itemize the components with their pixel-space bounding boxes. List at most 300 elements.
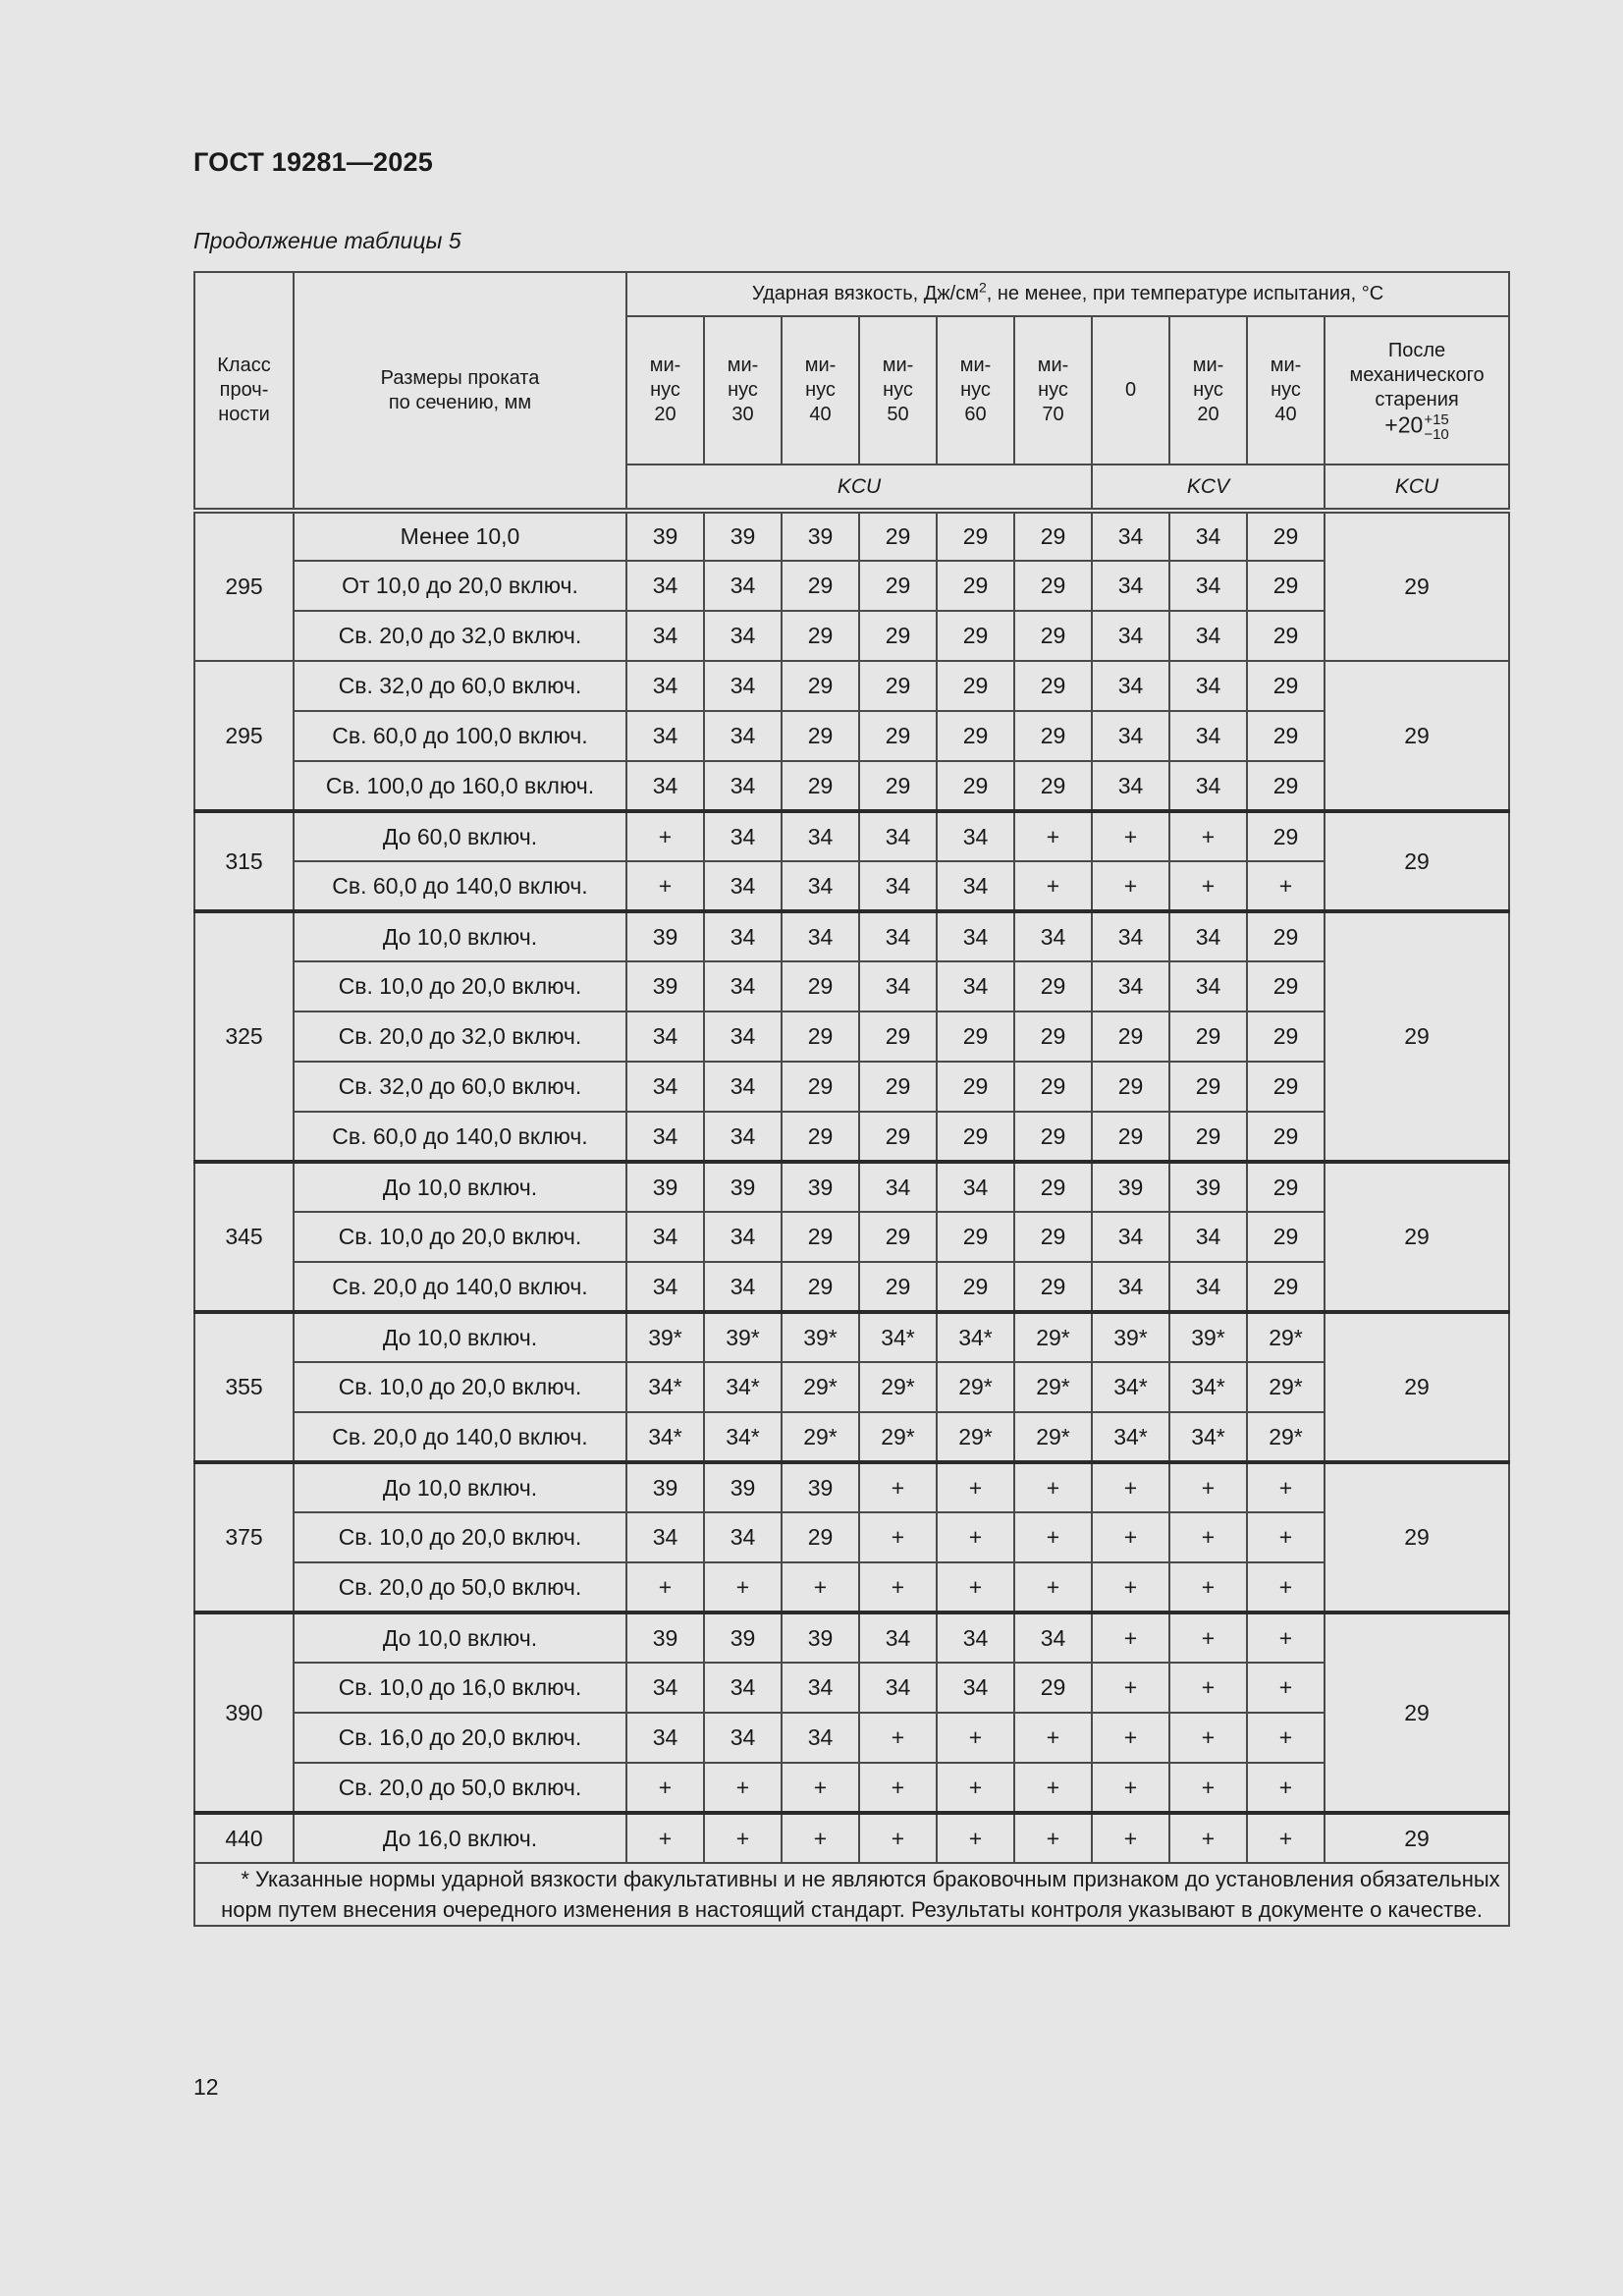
table-row (194, 711, 1509, 761)
value-cell: 34 (704, 661, 782, 711)
aging-value-cell: 29 (1325, 1312, 1509, 1462)
table-row (194, 1663, 1509, 1713)
temp-header: ми- нус 20 (626, 316, 704, 465)
value-cell: 29 (782, 1512, 859, 1562)
value-cell: 34* (1169, 1362, 1247, 1412)
value-cell: 34 (626, 1713, 704, 1763)
value-cell: 29 (1247, 1162, 1325, 1212)
class-cell: 440 (194, 1813, 294, 1863)
value-cell: 29 (1247, 611, 1325, 661)
table-row (194, 1062, 1509, 1112)
value-cell: 34* (1092, 1412, 1169, 1462)
size-cell: Св. 32,0 до 60,0 включ. (294, 1062, 626, 1112)
size-cell: Св. 10,0 до 20,0 включ. (294, 1512, 626, 1562)
value-cell: 34 (937, 1162, 1014, 1212)
aging-value-cell: 29 (1325, 1162, 1509, 1312)
value-cell: 34 (704, 611, 782, 661)
value-cell: 29 (1014, 561, 1092, 611)
value-cell: + (626, 1562, 704, 1613)
value-cell: 34 (937, 811, 1014, 861)
value-cell: 39 (626, 1613, 704, 1663)
value-cell: 29 (1247, 711, 1325, 761)
size-cell: До 10,0 включ. (294, 1462, 626, 1512)
class-cell: 345 (194, 1162, 294, 1312)
table-header (194, 272, 1509, 511)
value-cell: 34 (704, 1663, 782, 1713)
value-cell: 34 (626, 661, 704, 711)
class-cell: 295 (194, 511, 294, 661)
value-cell: 29 (859, 1112, 937, 1162)
value-cell: 34 (1169, 711, 1247, 761)
value-cell: 29 (1014, 761, 1092, 811)
value-cell: 29* (859, 1362, 937, 1412)
value-cell: 34 (704, 861, 782, 911)
value-cell: 39 (704, 1613, 782, 1663)
value-cell: 34 (1092, 1212, 1169, 1262)
value-cell: 34 (782, 1663, 859, 1713)
size-cell: Св. 20,0 до 32,0 включ. (294, 1011, 626, 1062)
value-cell: 34 (1092, 511, 1169, 561)
value-cell: 34 (626, 1663, 704, 1713)
value-cell: 34 (1092, 1262, 1169, 1312)
value-cell: 34 (626, 761, 704, 811)
value-cell: 34 (626, 1262, 704, 1312)
value-cell: 29 (1247, 1011, 1325, 1062)
value-cell: + (859, 1562, 937, 1613)
value-cell: 34 (704, 711, 782, 761)
value-cell: 29 (1247, 1062, 1325, 1112)
value-cell: 34 (1092, 661, 1169, 711)
value-cell: + (782, 1562, 859, 1613)
value-cell: + (937, 1462, 1014, 1512)
kcu-aging-label: KCU (1325, 465, 1509, 511)
value-cell: 29 (782, 1062, 859, 1112)
value-cell: 34 (704, 1713, 782, 1763)
value-cell: 29 (859, 661, 937, 711)
value-cell: 39* (626, 1312, 704, 1362)
value-cell: 39 (626, 1462, 704, 1512)
footnote: * Указанные нормы ударной вязкости факультативны и не являются браковочным признаком до установления обязательных норм путем внесения очередного изменения в настоящий стандарт. Результаты контроля указывают в документе о качестве. (194, 1863, 1509, 1926)
value-cell: + (937, 1512, 1014, 1562)
value-cell: 29 (1014, 1011, 1092, 1062)
value-cell: 34 (704, 1112, 782, 1162)
value-cell: 39 (626, 961, 704, 1011)
value-cell: + (1092, 1663, 1169, 1713)
value-cell: + (626, 1763, 704, 1813)
value-cell: + (1247, 1713, 1325, 1763)
value-cell: 39* (704, 1312, 782, 1362)
value-cell: + (859, 1763, 937, 1813)
value-cell: 34 (626, 1062, 704, 1112)
class-cell: 315 (194, 811, 294, 911)
value-cell: 29* (782, 1412, 859, 1462)
value-cell: 34* (1092, 1362, 1169, 1412)
value-cell: 29 (937, 761, 1014, 811)
class-cell: 295 (194, 661, 294, 811)
value-cell: 34 (1092, 761, 1169, 811)
size-cell: До 10,0 включ. (294, 1613, 626, 1663)
value-cell: 34 (1169, 911, 1247, 961)
size-cell: Св. 10,0 до 20,0 включ. (294, 1362, 626, 1412)
value-cell: 29 (1014, 1162, 1092, 1212)
impact-header: Ударная вязкость, $Дж/см^2$, не менее, при температуре испытания, °С (626, 272, 1509, 316)
value-cell: 29 (937, 1262, 1014, 1312)
value-cell: 34* (704, 1362, 782, 1412)
table-row (194, 1562, 1509, 1613)
value-cell: 34 (1092, 711, 1169, 761)
table-row (194, 611, 1509, 661)
value-cell: 34 (1092, 911, 1169, 961)
value-cell: 34 (704, 761, 782, 811)
table-row (194, 1262, 1509, 1312)
aging-value-cell: 29 (1325, 511, 1509, 661)
size-cell: Св. 20,0 до 50,0 включ. (294, 1562, 626, 1613)
aging-value-cell: 29 (1325, 811, 1509, 911)
value-cell: 39 (626, 911, 704, 961)
value-cell: + (937, 1562, 1014, 1613)
value-cell: + (1169, 811, 1247, 861)
value-cell: 29 (1247, 1212, 1325, 1262)
value-cell: 39 (704, 1162, 782, 1212)
value-cell: + (1092, 1713, 1169, 1763)
value-cell: 34 (626, 1011, 704, 1062)
value-cell: 39 (704, 511, 782, 561)
value-cell: 39 (782, 1162, 859, 1212)
value-cell: 29 (1014, 1062, 1092, 1112)
value-cell: 34 (704, 1062, 782, 1112)
value-cell: 34* (704, 1412, 782, 1462)
value-cell: + (1169, 1512, 1247, 1562)
temp-header: ми- нус 70 (1014, 316, 1092, 465)
col-class-header: Класс проч- ности (194, 272, 294, 511)
value-cell: 29 (859, 1212, 937, 1262)
impact-strength-table (193, 271, 1510, 1927)
value-cell: 29 (782, 1112, 859, 1162)
size-cell: Св. 10,0 до 20,0 включ. (294, 961, 626, 1011)
table-row (194, 1212, 1509, 1262)
value-cell: 29 (937, 611, 1014, 661)
value-cell: 39* (1092, 1312, 1169, 1362)
value-cell: 34 (859, 1613, 937, 1663)
table-row (194, 1713, 1509, 1763)
size-cell: До 10,0 включ. (294, 1312, 626, 1362)
value-cell: + (859, 1813, 937, 1863)
size-cell: Св. 16,0 до 20,0 включ. (294, 1713, 626, 1763)
value-cell: 29 (782, 761, 859, 811)
value-cell: 29 (1247, 961, 1325, 1011)
value-cell: 39* (782, 1312, 859, 1362)
temp-header: ми- нус 60 (937, 316, 1014, 465)
aging-value-cell: 29 (1325, 1462, 1509, 1613)
value-cell: 29 (782, 661, 859, 711)
value-cell: 34 (859, 811, 937, 861)
table-row (194, 1112, 1509, 1162)
value-cell: 34* (626, 1412, 704, 1462)
value-cell: + (937, 1813, 1014, 1863)
value-cell: 29* (859, 1412, 937, 1462)
value-cell: 29 (1014, 611, 1092, 661)
value-cell: + (626, 811, 704, 861)
temp-header: 0 (1092, 316, 1169, 465)
value-cell: + (937, 1763, 1014, 1813)
value-cell: + (1092, 811, 1169, 861)
value-cell: 39 (704, 1462, 782, 1512)
aging-value-cell: 29 (1325, 1813, 1509, 1863)
value-cell: + (704, 1763, 782, 1813)
value-cell: 29 (1014, 961, 1092, 1011)
value-cell: 34 (782, 1713, 859, 1763)
value-cell: + (1092, 1512, 1169, 1562)
value-cell: 34 (937, 911, 1014, 961)
value-cell: 29 (859, 611, 937, 661)
value-cell: + (1247, 1763, 1325, 1813)
value-cell: + (937, 1713, 1014, 1763)
value-cell: 34* (859, 1312, 937, 1362)
size-cell: Св. 20,0 до 140,0 включ. (294, 1262, 626, 1312)
value-cell: + (1014, 1462, 1092, 1512)
temp-header: ми- нус 50 (859, 316, 937, 465)
value-cell: 34 (859, 1663, 937, 1713)
size-cell: Св. 32,0 до 60,0 включ. (294, 661, 626, 711)
aging-value-cell: 29 (1325, 661, 1509, 811)
temp-header: ми- нус 40 (782, 316, 859, 465)
kcv-label: KCV (1092, 465, 1325, 511)
value-cell: 34 (1169, 511, 1247, 561)
size-cell: Св. 20,0 до 50,0 включ. (294, 1763, 626, 1813)
table-row (194, 561, 1509, 611)
value-cell: + (1247, 861, 1325, 911)
table-row (194, 1312, 1509, 1362)
temp-header: ми- нус 20 (1169, 316, 1247, 465)
value-cell: 29* (1014, 1312, 1092, 1362)
value-cell: 29 (782, 611, 859, 661)
value-cell: 29 (937, 1112, 1014, 1162)
value-cell: 34 (1014, 1613, 1092, 1663)
value-cell: 39 (1169, 1162, 1247, 1212)
value-cell: + (1247, 1462, 1325, 1512)
value-cell: + (782, 1763, 859, 1813)
table-row (194, 511, 1509, 561)
value-cell: + (1169, 1613, 1247, 1663)
temp-header: ми- нус 30 (704, 316, 782, 465)
value-cell: 29 (937, 561, 1014, 611)
value-cell: 29* (1247, 1412, 1325, 1462)
value-cell: 34 (1169, 561, 1247, 611)
value-cell: 29 (937, 711, 1014, 761)
value-cell: 34 (626, 711, 704, 761)
value-cell: 39 (782, 1462, 859, 1512)
value-cell: 34 (782, 861, 859, 911)
value-cell: 39 (782, 511, 859, 561)
value-cell: 34 (1092, 961, 1169, 1011)
value-cell: 29 (859, 561, 937, 611)
table-row (194, 1613, 1509, 1663)
value-cell: 34 (704, 911, 782, 961)
size-cell: Св. 60,0 до 100,0 включ. (294, 711, 626, 761)
value-cell: 29 (1014, 1212, 1092, 1262)
value-cell: 34 (859, 961, 937, 1011)
value-cell: + (626, 1813, 704, 1863)
size-cell: Менее 10,0 (294, 511, 626, 561)
value-cell: + (1014, 1562, 1092, 1613)
value-cell: 34 (704, 1011, 782, 1062)
size-cell: Св. 20,0 до 32,0 включ. (294, 611, 626, 661)
aging-value-cell: 29 (1325, 1613, 1509, 1813)
table-row (194, 1162, 1509, 1212)
size-cell: До 10,0 включ. (294, 911, 626, 961)
value-cell: + (1014, 811, 1092, 861)
value-cell: 29 (1092, 1062, 1169, 1112)
table-row (194, 861, 1509, 911)
table-row (194, 1763, 1509, 1813)
value-cell: 29 (937, 1062, 1014, 1112)
value-cell: + (1092, 1763, 1169, 1813)
value-cell: + (1247, 1562, 1325, 1613)
class-cell: 355 (194, 1312, 294, 1462)
value-cell: 29 (859, 1011, 937, 1062)
table-row (194, 1011, 1509, 1062)
size-cell: От 10,0 до 20,0 включ. (294, 561, 626, 611)
value-cell: + (1169, 1663, 1247, 1713)
value-cell: 29 (1169, 1062, 1247, 1112)
value-cell: 34 (626, 611, 704, 661)
value-cell: + (1014, 1713, 1092, 1763)
value-cell: + (1247, 1663, 1325, 1713)
value-cell: + (1014, 1763, 1092, 1813)
value-cell: 29 (1169, 1011, 1247, 1062)
table-caption: Продолжение таблицы 5 (193, 228, 461, 253)
kcu-label: KCU (626, 465, 1092, 511)
value-cell: 34 (1169, 611, 1247, 661)
value-cell: 34 (704, 1262, 782, 1312)
value-cell: 29 (1014, 1262, 1092, 1312)
value-cell: 39 (1092, 1162, 1169, 1212)
class-cell: 375 (194, 1462, 294, 1613)
value-cell: 29 (1014, 661, 1092, 711)
value-cell: 29 (937, 511, 1014, 561)
table-row (194, 1412, 1509, 1462)
value-cell: 34 (937, 1613, 1014, 1663)
value-cell: 34 (937, 1663, 1014, 1713)
value-cell: 29 (1169, 1112, 1247, 1162)
value-cell: 29 (859, 1062, 937, 1112)
value-cell: 29 (782, 1212, 859, 1262)
value-cell: 29 (859, 761, 937, 811)
aging-header: После механического старения +20 +15 −10 (1325, 316, 1509, 465)
value-cell: 39 (782, 1613, 859, 1663)
value-cell: 34 (626, 1112, 704, 1162)
value-cell: 29 (859, 511, 937, 561)
value-cell: 29* (1014, 1362, 1092, 1412)
value-cell: 29 (782, 1262, 859, 1312)
table-body (194, 511, 1509, 1863)
value-cell: 29* (782, 1362, 859, 1412)
value-cell: 34 (704, 811, 782, 861)
value-cell: 29 (1247, 661, 1325, 711)
class-cell: 390 (194, 1613, 294, 1813)
value-cell: + (1247, 1813, 1325, 1863)
table-row (194, 811, 1509, 861)
value-cell: 34* (626, 1362, 704, 1412)
value-cell: 29 (1014, 1663, 1092, 1713)
value-cell: + (1092, 1462, 1169, 1512)
value-cell: + (859, 1512, 937, 1562)
document-title: ГОСТ 19281—2025 (193, 147, 433, 177)
table-row (194, 761, 1509, 811)
value-cell: 34 (626, 561, 704, 611)
value-cell: 29 (782, 1011, 859, 1062)
value-cell: 29 (937, 1011, 1014, 1062)
size-cell: До 10,0 включ. (294, 1162, 626, 1212)
value-cell: + (1169, 1462, 1247, 1512)
value-cell: + (1247, 1512, 1325, 1562)
value-cell: 34 (704, 961, 782, 1011)
value-cell: + (1169, 1713, 1247, 1763)
value-cell: 34* (937, 1312, 1014, 1362)
value-cell: 34 (1014, 911, 1092, 961)
value-cell: 34 (1092, 561, 1169, 611)
value-cell: 34 (626, 1512, 704, 1562)
value-cell: 29 (1247, 1112, 1325, 1162)
value-cell: 29 (1014, 1112, 1092, 1162)
value-cell: 29 (1092, 1112, 1169, 1162)
value-cell: 34 (1169, 961, 1247, 1011)
value-cell: 34 (859, 861, 937, 911)
value-cell: 34 (704, 561, 782, 611)
value-cell: 34 (782, 811, 859, 861)
aging-value-cell: 29 (1325, 911, 1509, 1162)
value-cell: 29* (1014, 1412, 1092, 1462)
table-row (194, 661, 1509, 711)
value-cell: 34 (1169, 761, 1247, 811)
value-cell: 39 (626, 511, 704, 561)
value-cell: + (704, 1562, 782, 1613)
value-cell: 29 (1247, 561, 1325, 611)
value-cell: 34 (859, 1162, 937, 1212)
value-cell: 34 (1092, 611, 1169, 661)
value-cell: 34 (859, 911, 937, 961)
value-cell: + (859, 1713, 937, 1763)
value-cell: + (1169, 1562, 1247, 1613)
value-cell: + (782, 1813, 859, 1863)
size-cell: До 60,0 включ. (294, 811, 626, 861)
size-cell: Св. 10,0 до 20,0 включ. (294, 1212, 626, 1262)
value-cell: + (1092, 1613, 1169, 1663)
size-cell: Св. 10,0 до 16,0 включ. (294, 1663, 626, 1713)
value-cell: 29 (782, 961, 859, 1011)
value-cell: 29 (1247, 911, 1325, 961)
size-cell: Св. 100,0 до 160,0 включ. (294, 761, 626, 811)
value-cell: 34 (782, 911, 859, 961)
value-cell: 29 (1014, 511, 1092, 561)
value-cell: + (1169, 1813, 1247, 1863)
class-cell: 325 (194, 911, 294, 1162)
value-cell: 34 (704, 1512, 782, 1562)
value-cell: 29 (937, 1212, 1014, 1262)
value-cell: + (1014, 1813, 1092, 1863)
table-row (194, 961, 1509, 1011)
size-cell: До 16,0 включ. (294, 1813, 626, 1863)
value-cell: 29 (859, 1262, 937, 1312)
value-cell: + (1092, 1562, 1169, 1613)
size-cell: Св. 20,0 до 140,0 включ. (294, 1412, 626, 1462)
value-cell: 34 (1169, 1212, 1247, 1262)
col-size-header: Размеры проката по сечению, мм (294, 272, 626, 511)
value-cell: 34 (704, 1212, 782, 1262)
value-cell: 34 (937, 861, 1014, 911)
value-cell: 34 (1169, 661, 1247, 711)
value-cell: 29 (782, 561, 859, 611)
